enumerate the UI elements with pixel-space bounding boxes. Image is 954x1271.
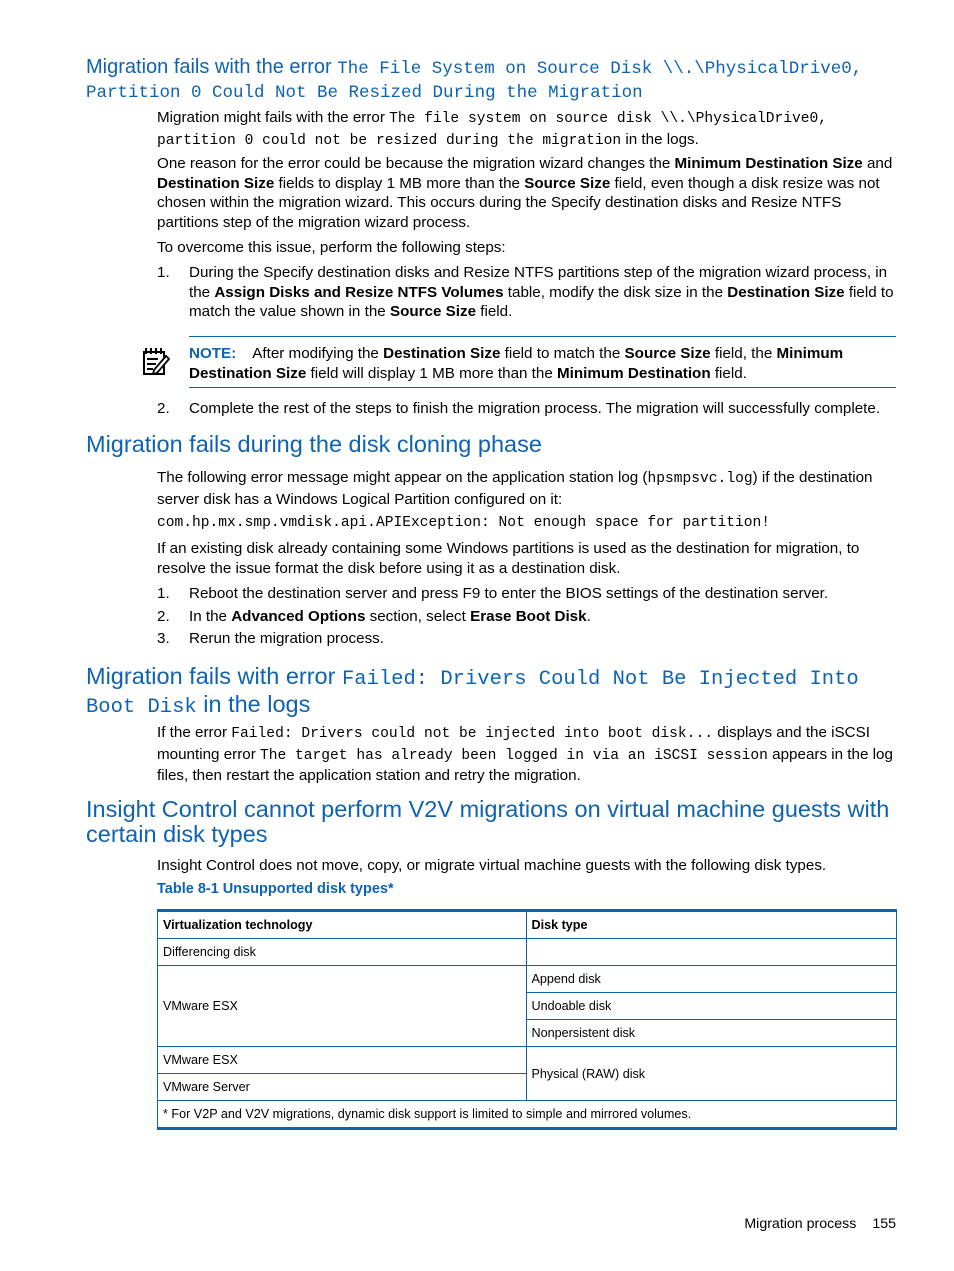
note-box xyxy=(140,336,896,388)
note-text: NOTE: After modifying the Destination Size field to match the Source Size field, the Minimum Destination Size field will display 1 MB more than the Minimum Destination field. xyxy=(189,345,844,382)
table-footnote-row xyxy=(158,1101,897,1129)
section-heading-drivers: Migration fails with error Failed: Drivers Could Not Be Injected Into Boot Disk in the logs xyxy=(86,663,859,719)
section-heading-cloning: Migration fails during the disk cloning phase xyxy=(86,431,542,457)
unsupported-disk-types-table xyxy=(157,909,897,1130)
table-cell xyxy=(526,939,897,966)
note-top-rule xyxy=(189,336,896,337)
table-header-row xyxy=(158,911,897,939)
table-cell: VMware Server xyxy=(158,1074,527,1101)
paragraph-overcome: To overcome this issue, perform the following steps: xyxy=(157,239,506,256)
table-cell: Append disk xyxy=(526,966,897,993)
table-cell: VMware ESX xyxy=(158,966,527,1047)
paragraph-reason: One reason for the error could be because the migration wizard changes the Minimum Destination Size and Destination Size fields to display 1 MB more than the Source Size field, even though a disk resize was not chosen within the migration wizard. This occurs during the Specify destination disks and Resize NTFS partitions step of the migration wizard process. xyxy=(157,155,893,231)
list-item-rerun: 3. Rerun the migration process. xyxy=(157,630,384,647)
page-number: 155 xyxy=(872,1216,896,1232)
page-footer xyxy=(744,1216,896,1232)
list-item-reboot: 1. Reboot the destination server and press F9 to enter the BIOS settings of the destination server. xyxy=(157,585,829,602)
table-footnote: * For V2P and V2V migrations, dynamic disk support is limited to simple and mirrored volumes. xyxy=(158,1101,897,1129)
list-item-advanced-options: 2. In the Advanced Options section, select Erase Boot Disk. xyxy=(157,608,591,625)
paragraph-cloning-error: The following error message might appear on the application station log (hpsmpsvc.log) if the destination server disk has a Windows Logical Partition configured on it: xyxy=(157,469,873,508)
list-item-step-2: 2. Complete the rest of the steps to finish the migration process. The migration will successfully complete. xyxy=(157,400,881,417)
table-row xyxy=(158,966,897,993)
table-cell: Undoable disk xyxy=(526,993,897,1020)
code-exception-line: com.hp.mx.smp.vmdisk.api.APIException: Not enough space for partition! xyxy=(157,515,771,531)
list-item-step-1: 1. During the Specify destination disks and Resize NTFS partitions step of the migration wizard process, in the Assign Disks and Resize NTFS Volumes table, modify the disk size in the Destination Size field to match the value shown in the Source Size field. xyxy=(157,264,894,321)
table-cell: Physical (RAW) disk xyxy=(526,1047,897,1101)
paragraph-v2v: Insight Control does not move, copy, or migrate virtual machine guests with the following disk types. xyxy=(157,857,827,874)
note-pad-icon xyxy=(142,346,170,376)
section-heading-resize-error: Migration fails with the error The File System on Source Disk \\.\PhysicalDrive0, Partition 0 Could Not Be Resized During the Migration xyxy=(86,56,863,103)
column-header-disk-type: Disk type xyxy=(526,911,897,939)
table-row xyxy=(158,939,897,966)
footer-section-title: Migration process xyxy=(744,1216,857,1232)
paragraph-resize-error: Migration might fails with the error The file system on source disk \\.\PhysicalDrive0, partition 0 could not be resized during the migration in the logs. xyxy=(157,109,828,149)
table-cell: VMware ESX xyxy=(158,1047,527,1074)
table-row xyxy=(158,1047,897,1074)
note-bottom-rule xyxy=(189,387,896,388)
paragraph-format-disk: If an existing disk already containing some Windows partitions is used as the destination for migration, to resolve the issue format the disk before using it as a destination disk. xyxy=(157,540,860,577)
column-header-virtualization: Virtualization technology xyxy=(158,911,527,939)
section-heading-v2v: Insight Control cannot perform V2V migrations on virtual machine guests with certain disk types xyxy=(86,796,890,847)
table-cell: Differencing disk xyxy=(158,939,527,966)
table-cell: Nonpersistent disk xyxy=(526,1020,897,1047)
table-caption: Table 8-1 Unsupported disk types* xyxy=(157,881,394,897)
paragraph-drivers-error: If the error Failed: Drivers could not be injected into boot disk... displays and the iSCSI mounting error The target has already been logged in via an iSCSI session appears in the log files, then restart the application station and retry the migration. xyxy=(157,724,893,785)
